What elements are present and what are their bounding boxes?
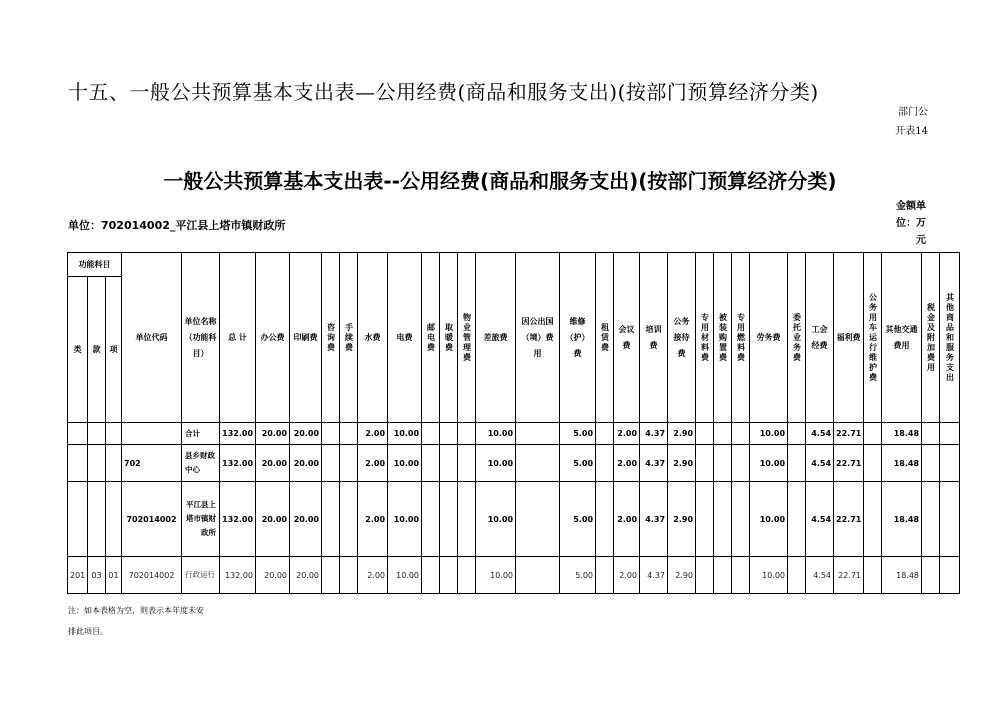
cell-handling — [340, 445, 358, 482]
cell-union: 4.54 — [806, 482, 834, 557]
document-title: 十五、一般公共预算基本支出表—公用经费(商品和服务支出)(按部门预算经济分类) — [68, 80, 819, 104]
cell-xiang — [106, 482, 122, 557]
cell-water: 2.00 — [358, 423, 388, 445]
cell-commission — [788, 445, 806, 482]
cell-vehicle — [864, 423, 882, 445]
cell-materials — [696, 445, 714, 482]
cell-other — [940, 445, 960, 482]
cell-vehicle — [864, 557, 882, 594]
cell-printing: 20.00 — [290, 557, 322, 594]
table-row — [68, 423, 960, 445]
table-title: 一般公共预算基本支出表--公用经费(商品和服务支出)(按部门预算经济分类) — [163, 169, 837, 193]
cell-total: 132.00 — [220, 482, 256, 557]
header-rent: 租赁费 — [596, 253, 614, 423]
cell-transport: 18.48 — [882, 445, 922, 482]
cell-property — [458, 445, 476, 482]
cell-tax — [922, 557, 940, 594]
cell-heating — [440, 482, 458, 557]
header-welfare: 福利费 — [834, 253, 864, 423]
table-number-label: 部门公开表14 — [895, 107, 928, 137]
cell-travel: 10.00 — [476, 445, 516, 482]
cell-welfare: 22.71 — [834, 445, 864, 482]
cell-name: 平江县上塔市镇财政所 — [182, 482, 220, 557]
cell-code: 702014002 — [122, 557, 182, 594]
header-consulting: 咨询费 — [322, 253, 340, 423]
header-lei: 类 — [68, 277, 88, 423]
cell-uniform — [714, 557, 732, 594]
cell-name: 县乡财政中心 — [182, 445, 220, 482]
cell-hospitality: 2.90 — [668, 482, 696, 557]
header-heating: 取暖费 — [440, 253, 458, 423]
cell-repair: 5.00 — [560, 423, 596, 445]
cell-uniform — [714, 423, 732, 445]
cell-electric: 10.00 — [388, 445, 422, 482]
cell-lei — [68, 482, 88, 557]
header-total: 总 计 — [220, 253, 256, 423]
cell-postal — [422, 557, 440, 594]
cell-tax — [922, 482, 940, 557]
unit-label: 单位：702014002_平江县上塔市镇财政所 — [68, 219, 286, 232]
cell-abroad — [516, 445, 560, 482]
cell-handling — [340, 482, 358, 557]
cell-postal — [422, 423, 440, 445]
header-uniform: 被装购置费 — [714, 253, 732, 423]
cell-materials — [696, 482, 714, 557]
cell-union: 4.54 — [806, 445, 834, 482]
cell-other — [940, 557, 960, 594]
cell-travel: 10.00 — [476, 482, 516, 557]
header-handling: 手续费 — [340, 253, 358, 423]
cell-other — [940, 482, 960, 557]
cell-labor: 10.00 — [750, 445, 788, 482]
header-tax: 税金及附加费用 — [922, 253, 940, 423]
cell-commission — [788, 482, 806, 557]
cell-tax — [922, 423, 940, 445]
cell-labor: 10.00 — [750, 482, 788, 557]
cell-property — [458, 557, 476, 594]
cell-fuel — [732, 557, 750, 594]
cell-training: 4.37 — [640, 557, 668, 594]
cell-rent — [596, 557, 614, 594]
cell-water: 2.00 — [358, 482, 388, 557]
header-office: 办公费 — [256, 253, 290, 423]
header-fuel: 专用燃料费 — [732, 253, 750, 423]
cell-welfare: 22.71 — [834, 557, 864, 594]
cell-union: 4.54 — [806, 423, 834, 445]
header-unit-code: 单位代码 — [122, 253, 182, 423]
cell-lei — [68, 423, 88, 445]
cell-other — [940, 423, 960, 445]
cell-hospitality: 2.90 — [668, 423, 696, 445]
header-unit-name: 单位名称（功能科目） — [182, 253, 220, 423]
cell-handling — [340, 557, 358, 594]
table-row — [68, 557, 960, 594]
cell-office: 20.00 — [256, 445, 290, 482]
cell-printing: 20.00 — [290, 445, 322, 482]
header-meeting: 会议费 — [614, 253, 640, 423]
cell-tax — [922, 445, 940, 482]
cell-kuan — [88, 482, 106, 557]
cell-repair: 5.00 — [560, 557, 596, 594]
cell-kuan — [88, 423, 106, 445]
cell-name: 合计 — [182, 423, 220, 445]
cell-property — [458, 482, 476, 557]
cell-handling — [340, 423, 358, 445]
cell-rent — [596, 423, 614, 445]
cell-hospitality: 2.90 — [668, 445, 696, 482]
cell-consulting — [322, 445, 340, 482]
header-water: 水费 — [358, 253, 388, 423]
cell-labor: 10.00 — [750, 557, 788, 594]
cell-postal — [422, 445, 440, 482]
amount-unit-label: 金额单位：万元 — [896, 201, 926, 246]
cell-postal — [422, 482, 440, 557]
footnote-line-1: 注：如本表格为空，则表示本年度未安 — [68, 606, 204, 615]
cell-consulting — [322, 557, 340, 594]
cell-office: 20.00 — [256, 423, 290, 445]
cell-kuan — [88, 445, 106, 482]
cell-commission — [788, 557, 806, 594]
cell-printing: 20.00 — [290, 423, 322, 445]
header-abroad: 因公出国（境）费用 — [516, 253, 560, 423]
cell-abroad — [516, 557, 560, 594]
cell-training: 4.37 — [640, 423, 668, 445]
table-row — [68, 445, 960, 482]
header-other: 其他商品和服务支出 — [940, 253, 960, 423]
cell-consulting — [322, 482, 340, 557]
cell-travel: 10.00 — [476, 557, 516, 594]
cell-abroad — [516, 423, 560, 445]
header-electric: 电费 — [388, 253, 422, 423]
cell-electric: 10.00 — [388, 423, 422, 445]
table-row — [68, 482, 960, 557]
header-commission: 委托业务费 — [788, 253, 806, 423]
cell-office: 20.00 — [256, 482, 290, 557]
cell-heating — [440, 445, 458, 482]
cell-uniform — [714, 445, 732, 482]
header-travel: 差旅费 — [476, 253, 516, 423]
cell-meeting: 2.00 — [614, 445, 640, 482]
cell-travel: 10.00 — [476, 423, 516, 445]
cell-labor: 10.00 — [750, 423, 788, 445]
cell-meeting: 2.00 — [614, 423, 640, 445]
cell-transport: 18.48 — [882, 557, 922, 594]
cell-hospitality: 2.90 — [668, 557, 696, 594]
cell-total: 132.00 — [220, 557, 256, 594]
cell-office: 20.00 — [256, 557, 290, 594]
header-printing: 印刷费 — [290, 253, 322, 423]
header-transport: 其他交通费用 — [882, 253, 922, 423]
cell-materials — [696, 423, 714, 445]
cell-heating — [440, 423, 458, 445]
cell-vehicle — [864, 482, 882, 557]
cell-water: 2.00 — [358, 557, 388, 594]
cell-lei — [68, 445, 88, 482]
header-vehicle: 公务用车运行维护费 — [864, 253, 882, 423]
cell-repair: 5.00 — [560, 445, 596, 482]
cell-union: 4.54 — [806, 557, 834, 594]
cell-heating — [440, 557, 458, 594]
cell-uniform — [714, 482, 732, 557]
cell-lei: 201 — [68, 557, 88, 594]
header-training: 培训费 — [640, 253, 668, 423]
cell-fuel — [732, 482, 750, 557]
cell-transport: 18.48 — [882, 482, 922, 557]
cell-fuel — [732, 423, 750, 445]
cell-printing: 20.00 — [290, 482, 322, 557]
cell-welfare: 22.71 — [834, 482, 864, 557]
cell-welfare: 22.71 — [834, 423, 864, 445]
cell-name: 行政运行 — [182, 557, 220, 594]
cell-meeting: 2.00 — [614, 557, 640, 594]
cell-materials — [696, 557, 714, 594]
cell-consulting — [322, 423, 340, 445]
header-kuan: 款 — [88, 277, 106, 423]
cell-property — [458, 423, 476, 445]
header-materials: 专用材料费 — [696, 253, 714, 423]
header-property: 物业管理费 — [458, 253, 476, 423]
cell-kuan: 03 — [88, 557, 106, 594]
cell-water: 2.00 — [358, 445, 388, 482]
header-xiang: 项 — [106, 277, 122, 423]
cell-code: 702 — [122, 445, 182, 482]
cell-commission — [788, 423, 806, 445]
cell-vehicle — [864, 445, 882, 482]
cell-training: 4.37 — [640, 445, 668, 482]
footnote-line-2: 排此项目。 — [68, 627, 108, 636]
cell-rent — [596, 445, 614, 482]
cell-transport: 18.48 — [882, 423, 922, 445]
cell-electric: 10.00 — [388, 482, 422, 557]
cell-abroad — [516, 482, 560, 557]
cell-meeting: 2.00 — [614, 482, 640, 557]
cell-xiang — [106, 445, 122, 482]
cell-rent — [596, 482, 614, 557]
header-postal: 邮电费 — [422, 253, 440, 423]
cell-total: 132.00 — [220, 445, 256, 482]
header-repair: 维修（护）费 — [560, 253, 596, 423]
cell-training: 4.37 — [640, 482, 668, 557]
cell-xiang — [106, 423, 122, 445]
header-union: 工会经费 — [806, 253, 834, 423]
cell-xiang: 01 — [106, 557, 122, 594]
header-function-group: 功能科目 — [68, 253, 122, 277]
cell-fuel — [732, 445, 750, 482]
cell-electric: 10.00 — [388, 557, 422, 594]
cell-total: 132.00 — [220, 423, 256, 445]
cell-repair: 5.00 — [560, 482, 596, 557]
cell-code: 702014002 — [122, 482, 182, 557]
expense-table — [67, 252, 960, 594]
cell-code — [122, 423, 182, 445]
header-labor: 劳务费 — [750, 253, 788, 423]
header-hospitality: 公务接待费 — [668, 253, 696, 423]
